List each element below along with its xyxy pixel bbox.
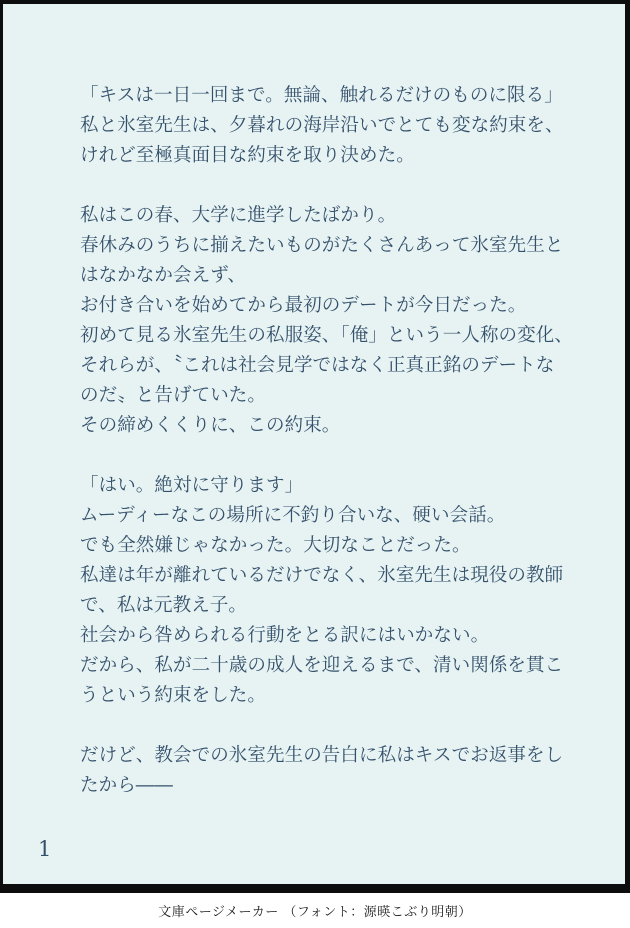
page-number: 1 [38,837,52,861]
text-line [80,711,574,741]
body-text [80,81,574,801]
text-line: 春休みのうちに揃えたいものがたくさんあって氷室先生と [80,235,564,256]
text-line [80,441,574,471]
text-line: お付き合いを始めてから最初のデートが今日だった。 [80,295,527,316]
text-line: 私と氷室先生は、夕暮れの海岸沿いでとても変な約束を、 [80,115,564,136]
text-line: うという約束をした。 [80,685,267,706]
text-line: で、私は元教え子。 [80,595,248,616]
text-line: 「キスは一日一回まで。無論、触れるだけのものに限る」 [80,85,563,106]
text-line: だけど、教会での氷室先生の告白に私はキスでお返事をし [80,745,564,766]
text-line: 初めて見る氷室先生の私服姿、「俺」という一人称の変化、 [80,325,573,346]
text-line: たから―― [80,775,174,796]
text-line: けれど至極真面目な約束を取り決めた。 [80,145,415,166]
text-line: 私達は年が離れているだけでなく、氷室先生は現役の教師 [80,565,564,586]
text-line: だから、私が二十歳の成人を迎えるまで、清い関係を貫こ [80,655,564,676]
text-line: でも全然嫌じゃなかった。大切なことだった。 [80,535,471,556]
text-line: 私はこの春、大学に進学したばかり。 [80,205,397,226]
text-line: 社会から咎められる行動をとる訳にはいかない。 [80,625,490,646]
text-line [80,171,574,201]
text-line: のだ〟と告げていた。 [80,385,267,406]
text-line: 「はい。絶対に守ります」 [80,475,304,496]
book-page [3,4,625,884]
text-line: それらが、〝これは社会見学ではなく正真正銘のデートな [80,355,555,376]
text-line: その締めくくりに、この約束。 [80,415,341,436]
generator-credit-label: 文庫ページメーカー （フォント：源暎こぶり明朝） [158,905,472,920]
footer-strip [0,893,630,928]
text-line: はなかなか会えず、 [80,265,246,286]
text-line: ムーディーなこの場所に不釣り合いな、硬い会話。 [80,505,506,526]
